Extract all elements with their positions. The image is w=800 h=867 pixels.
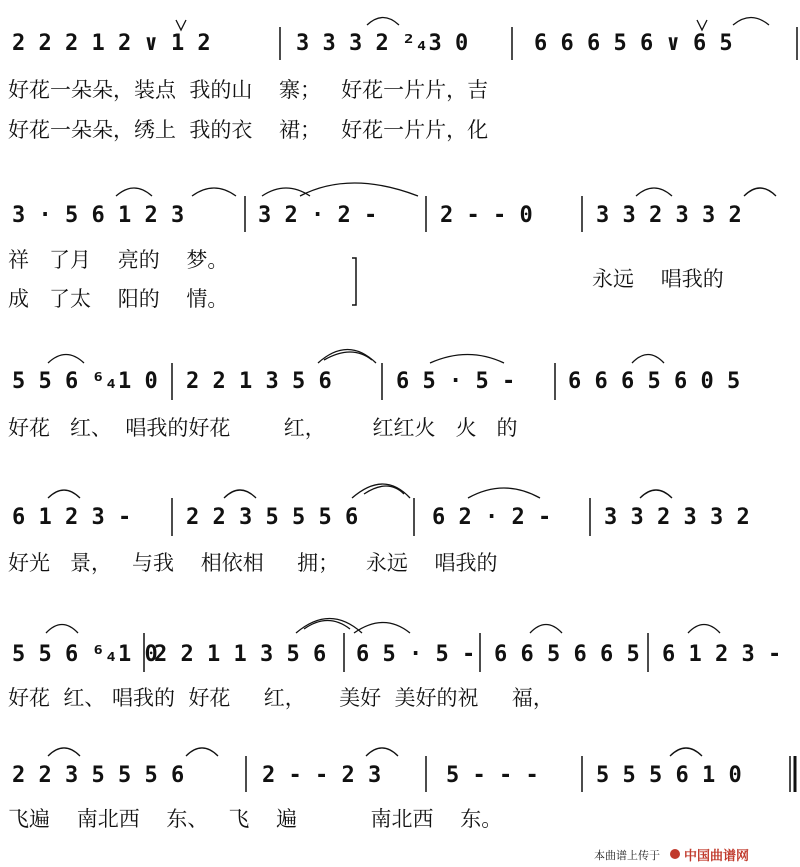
measure-13: 2 2 3 5 5 5 6 <box>186 505 359 530</box>
measure-4: 3 · 5 6 1 2 3 <box>12 203 185 228</box>
lyric-line-2b: 成 了太 阳的 情。 <box>8 287 229 311</box>
footer-brand: 中国曲谱网 <box>684 849 750 864</box>
measure-22: 2 - - 2 3 <box>262 763 382 788</box>
barlines-system-2 <box>245 196 582 232</box>
barlines-system-3 <box>172 363 555 400</box>
slurs-system-5 <box>46 619 720 634</box>
measure-7: 3 3 2 3 3 2 <box>596 203 742 228</box>
lyric-line-5: 好花 红、 唱我的 好花 红， 美好 美好的祝 福， <box>8 686 554 710</box>
measure-19: 6 6 5 6 6 5 <box>494 642 640 667</box>
measure-14: 6 2 · 2 - <box>432 505 552 530</box>
measure-17: 2 2 1 1 3 5 6 <box>154 642 327 667</box>
lyric-line-3: 好花 红、 唱我的好花 红， 红红火 火 的 <box>8 416 518 440</box>
barlines-system-6 <box>246 756 795 792</box>
measure-20: 6 1 2 3 - <box>662 642 782 667</box>
footer-credit: 本曲谱上传于 <box>594 849 660 862</box>
barlines-system-5 <box>144 633 648 672</box>
barlines-system-1 <box>280 27 797 60</box>
lyric-line-1a: 好花一朵朵，装点 我的山 寨； 好花一片片，吉 <box>8 78 489 102</box>
measure-24: 5 5 5 6 1 0 <box>596 763 742 788</box>
measure-6: 2 - - 0 <box>440 203 533 228</box>
lyric-line-2c: 永远 唱我的 <box>592 267 724 291</box>
measure-10: 6 5 · 5 - <box>396 369 516 394</box>
measure-11: 6 6 6 5 6 0 5 <box>568 369 741 394</box>
slurs-system-4 <box>48 484 672 498</box>
lyric-line-6: 飞遍 南北西 东、 飞 遍 南北西 东。 <box>8 807 503 831</box>
slurs-system-2 <box>116 183 776 196</box>
lyric-line-1b: 好花一朵朵，绣上 我的衣 裙； 好花一片片，化 <box>8 118 489 142</box>
measure-5: 3 2 · 2 - <box>258 203 378 228</box>
lyric-line-2a: 祥 了月 亮的 梦。 <box>8 248 229 272</box>
measure-23: 5 - - - <box>446 763 539 788</box>
slurs-system-3 <box>48 350 664 364</box>
measure-9: 2 2 1 3 5 6 <box>186 369 332 394</box>
lyric-line-4: 好光 景， 与我 相依相 拥； 永远 唱我的 <box>8 551 498 575</box>
measure-12: 6 1 2 3 - <box>12 505 132 530</box>
measure-21: 2 2 3 5 5 5 6 <box>12 763 185 788</box>
measure-16: 5 5 6 ⁶₄1 0 <box>12 642 158 667</box>
slurs-system-1 <box>367 18 769 26</box>
measure-15: 3 3 2 3 3 2 <box>604 505 750 530</box>
measure-1: 2 2 2 1 2 ∨ 1 2 <box>12 31 211 56</box>
measure-2: 3 3 3 2 ²₄3 0 <box>296 31 469 56</box>
measure-3: 6 6 6 5 6 ∨ 6 5 <box>534 31 733 56</box>
measure-18: 6 5 · 5 - <box>356 642 476 667</box>
breath-mark-icons <box>176 20 707 30</box>
bracket-repeat-marks <box>352 258 356 305</box>
slurs-system-6 <box>48 748 702 756</box>
measure-8: 5 5 6 ⁶₄1 0 <box>12 369 158 394</box>
barlines-system-4 <box>172 498 590 536</box>
